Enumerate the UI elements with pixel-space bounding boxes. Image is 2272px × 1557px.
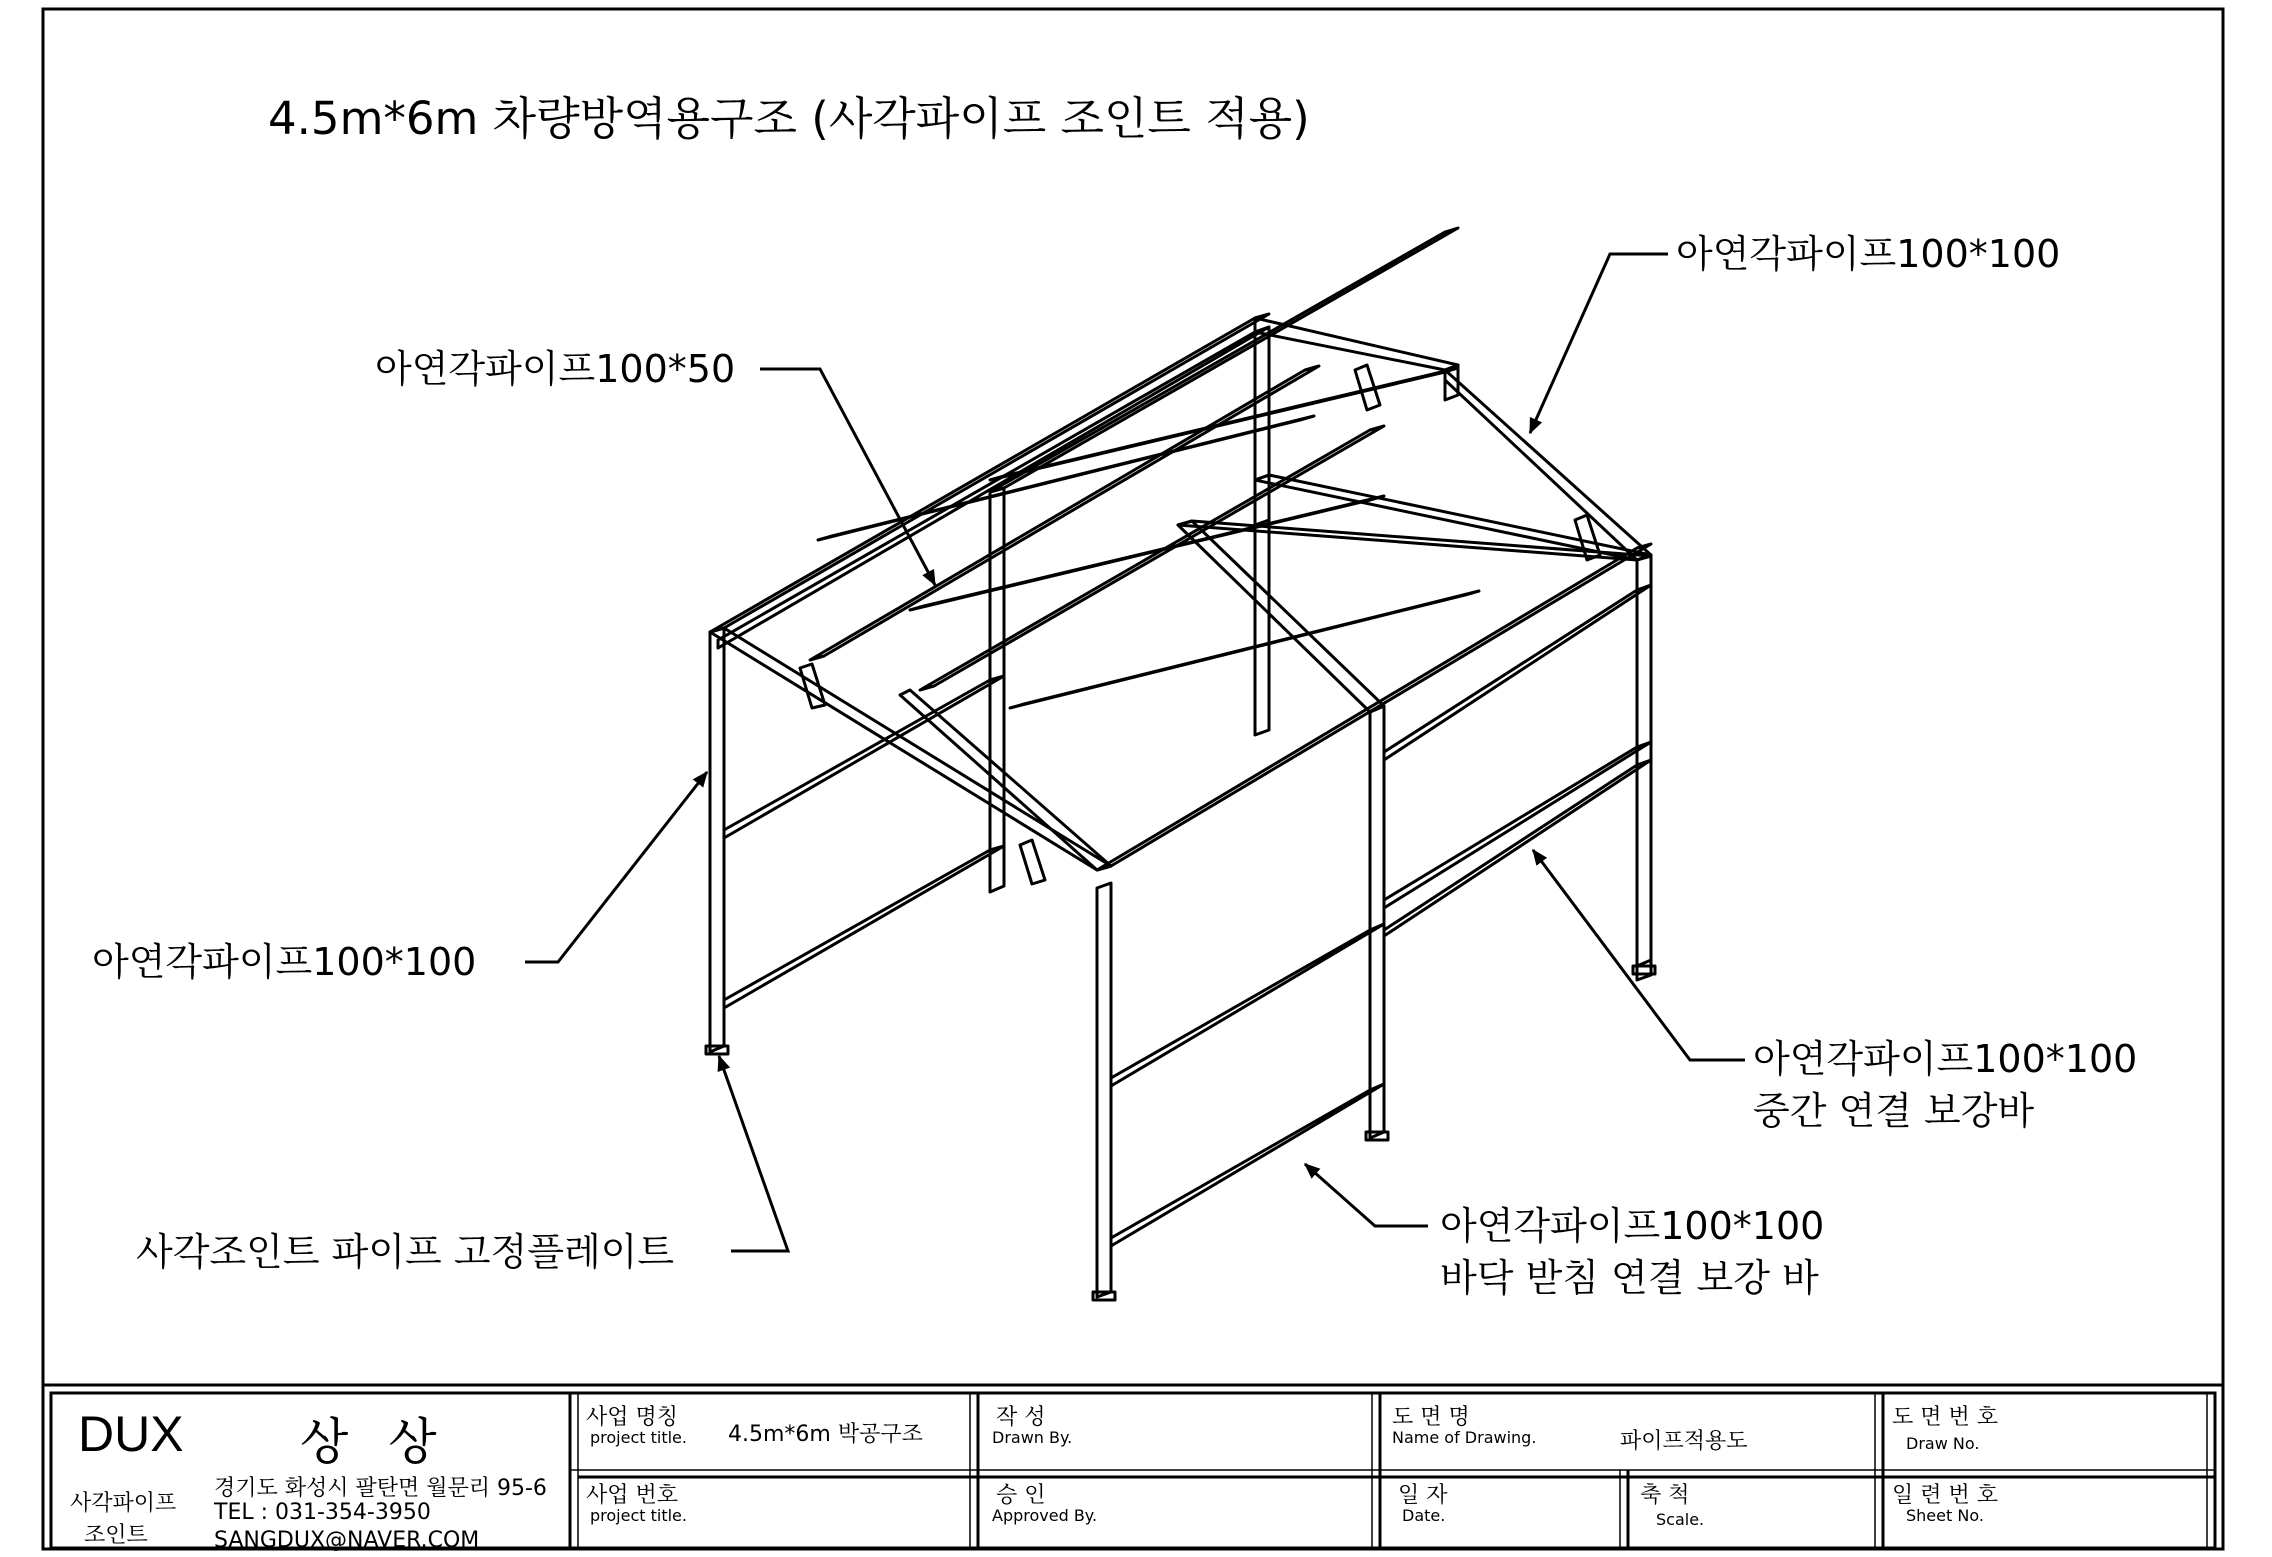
callout-bottom-right-line1: 아연각파이프100*100 <box>1440 1204 1825 1248</box>
front-gable-wall <box>710 628 1384 1297</box>
drawing-name-value: 파이프적용도 <box>1620 1429 1748 1454</box>
drawn-by-label-en: Drawn By. <box>992 1428 1073 1447</box>
leader-left-mid <box>525 772 707 962</box>
callout-bottom-right-line2: 바닥 받침 연결 보강 바 <box>1440 1256 1819 1300</box>
sheet-no-label: 일 련 번 호 <box>1892 1483 1998 1508</box>
callout-bottom-left: 사각조인트 파이프 고정플레이트 <box>136 1230 675 1274</box>
leader-right-mid <box>1533 850 1745 1060</box>
brand-logo: DUX <box>78 1406 184 1462</box>
draw-no-label-en: Draw No. <box>1906 1434 1980 1453</box>
roof-ridge <box>990 368 1651 870</box>
frame-structure <box>706 228 1655 1300</box>
scale-label: 축 척 <box>1640 1483 1690 1508</box>
date-label: 일 자 <box>1398 1483 1448 1508</box>
project-name-label: 사업 명칭 <box>586 1405 679 1430</box>
drawing-name-label-en: Name of Drawing. <box>1392 1428 1537 1447</box>
front-gable-rafters <box>710 318 1651 870</box>
callout-top-left: 아연각파이프100*50 <box>375 347 736 391</box>
date-label-en: Date. <box>1402 1506 1446 1525</box>
product-line2: 조인트 <box>84 1523 148 1548</box>
company-email: SANGDUX@NAVER.COM <box>214 1528 480 1553</box>
callout-top-right: 아연각파이프100*100 <box>1676 232 2061 276</box>
leader-bottom-left <box>719 1056 788 1251</box>
approved-by-label-en: Approved By. <box>992 1506 1098 1525</box>
callout-left-mid: 아연각파이프100*100 <box>92 940 477 984</box>
product-line1: 사각파이프 <box>70 1491 177 1516</box>
project-name-value: 4.5m*6m 박공구조 <box>728 1422 923 1447</box>
leader-bottom-right <box>1305 1164 1428 1226</box>
project-name-label-en: project title. <box>590 1428 687 1447</box>
company-name: 상 상 <box>300 1413 449 1471</box>
callout-right-mid-line1: 아연각파이프100*100 <box>1753 1037 2138 1081</box>
project-no-label-en: project title. <box>590 1506 687 1525</box>
drawing-name-label: 도 면 명 <box>1392 1405 1470 1430</box>
leader-top-right <box>1530 254 1668 433</box>
drawn-by-label: 작 성 <box>996 1405 1046 1430</box>
company-tel: TEL : 031-354-3950 <box>214 1500 431 1525</box>
draw-no-label: 도 면 번 호 <box>1892 1405 1998 1430</box>
right-long-wall <box>1370 555 1651 1138</box>
company-address: 경기도 화성시 팔탄면 월문리 95-6 <box>214 1476 547 1501</box>
back-side-frame <box>1255 327 1651 966</box>
drawing-title: 4.5m*6m 차량방역용구조 (사각파이프 조인트 적용) <box>268 92 1310 145</box>
sheet-no-label-en: Sheet No. <box>1906 1506 1984 1525</box>
callout-right-mid-line2: 중간 연결 보강바 <box>1753 1089 2035 1133</box>
approved-by-label: 승 인 <box>996 1483 1046 1508</box>
scale-label-en: Scale. <box>1656 1510 1705 1529</box>
project-no-label: 사업 번호 <box>586 1483 679 1508</box>
